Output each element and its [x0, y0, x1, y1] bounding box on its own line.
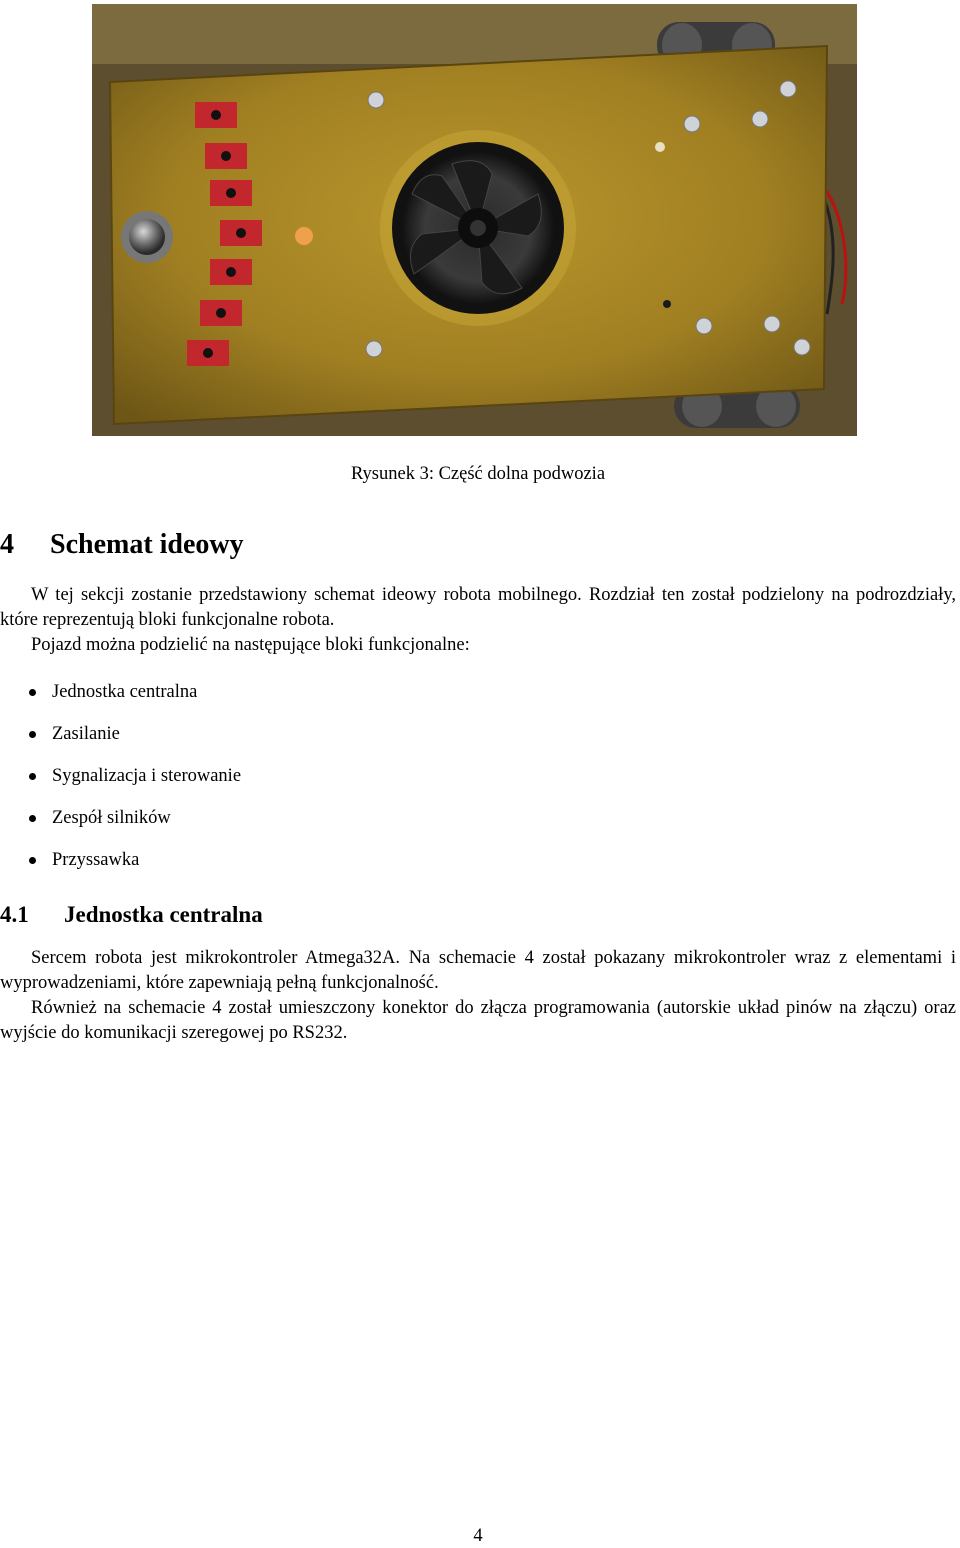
- list-item: Sygnalizacja i sterowanie: [0, 764, 241, 806]
- ball-caster: [121, 211, 173, 263]
- list-item: Przyssawka: [0, 848, 241, 890]
- subsection-paragraph-2: Również na schemacie 4 został umieszczony konektor do złącza programowania (autorskie układ pinów na złączu) oraz wyjście do komunikacji szeregowej po RS232.: [0, 998, 956, 1043]
- suction-fan: [380, 130, 576, 326]
- page-number: 4: [473, 1526, 483, 1546]
- subsection-number: 4.1: [0, 902, 29, 927]
- list-item: Zasilanie: [0, 722, 241, 764]
- list-item: Zespół silników: [0, 806, 241, 848]
- section-number: 4: [0, 529, 14, 560]
- section-title: Schemat ideowy: [50, 529, 244, 560]
- bullet-icon: [29, 731, 36, 738]
- section-paragraph-1: W tej sekcji zostanie przedstawiony schemat ideowy robota mobilnego. Rozdział ten został podzielony na podrozdziały, które reprezentują bloki funkcjonalne robota.: [0, 585, 956, 630]
- section-paragraph-2: Pojazd można podzielić na następujące bloki funkcjonalne:: [31, 635, 470, 655]
- subsection-title: Jednostka centralna: [64, 902, 263, 927]
- list-item: Jednostka centralna: [0, 680, 241, 722]
- bullet-icon: [29, 773, 36, 780]
- section-heading: [0, 529, 244, 561]
- functional-blocks-list: [0, 680, 241, 890]
- figure-caption: Rysunek 3: Część dolna podwozia: [350, 464, 606, 484]
- robot-chassis-photo: [92, 4, 857, 436]
- bullet-icon: [29, 815, 36, 822]
- subsection-paragraph-1: Sercem robota jest mikrokontroler Atmega32A. Na schemacie 4 został pokazany mikrokontroler wraz z elementami i wyprowadzeniami, które zapewniają pełną funkcjonalność.: [0, 948, 956, 993]
- bullet-icon: [29, 689, 36, 696]
- bullet-icon: [29, 857, 36, 864]
- subsection-heading: [0, 902, 263, 928]
